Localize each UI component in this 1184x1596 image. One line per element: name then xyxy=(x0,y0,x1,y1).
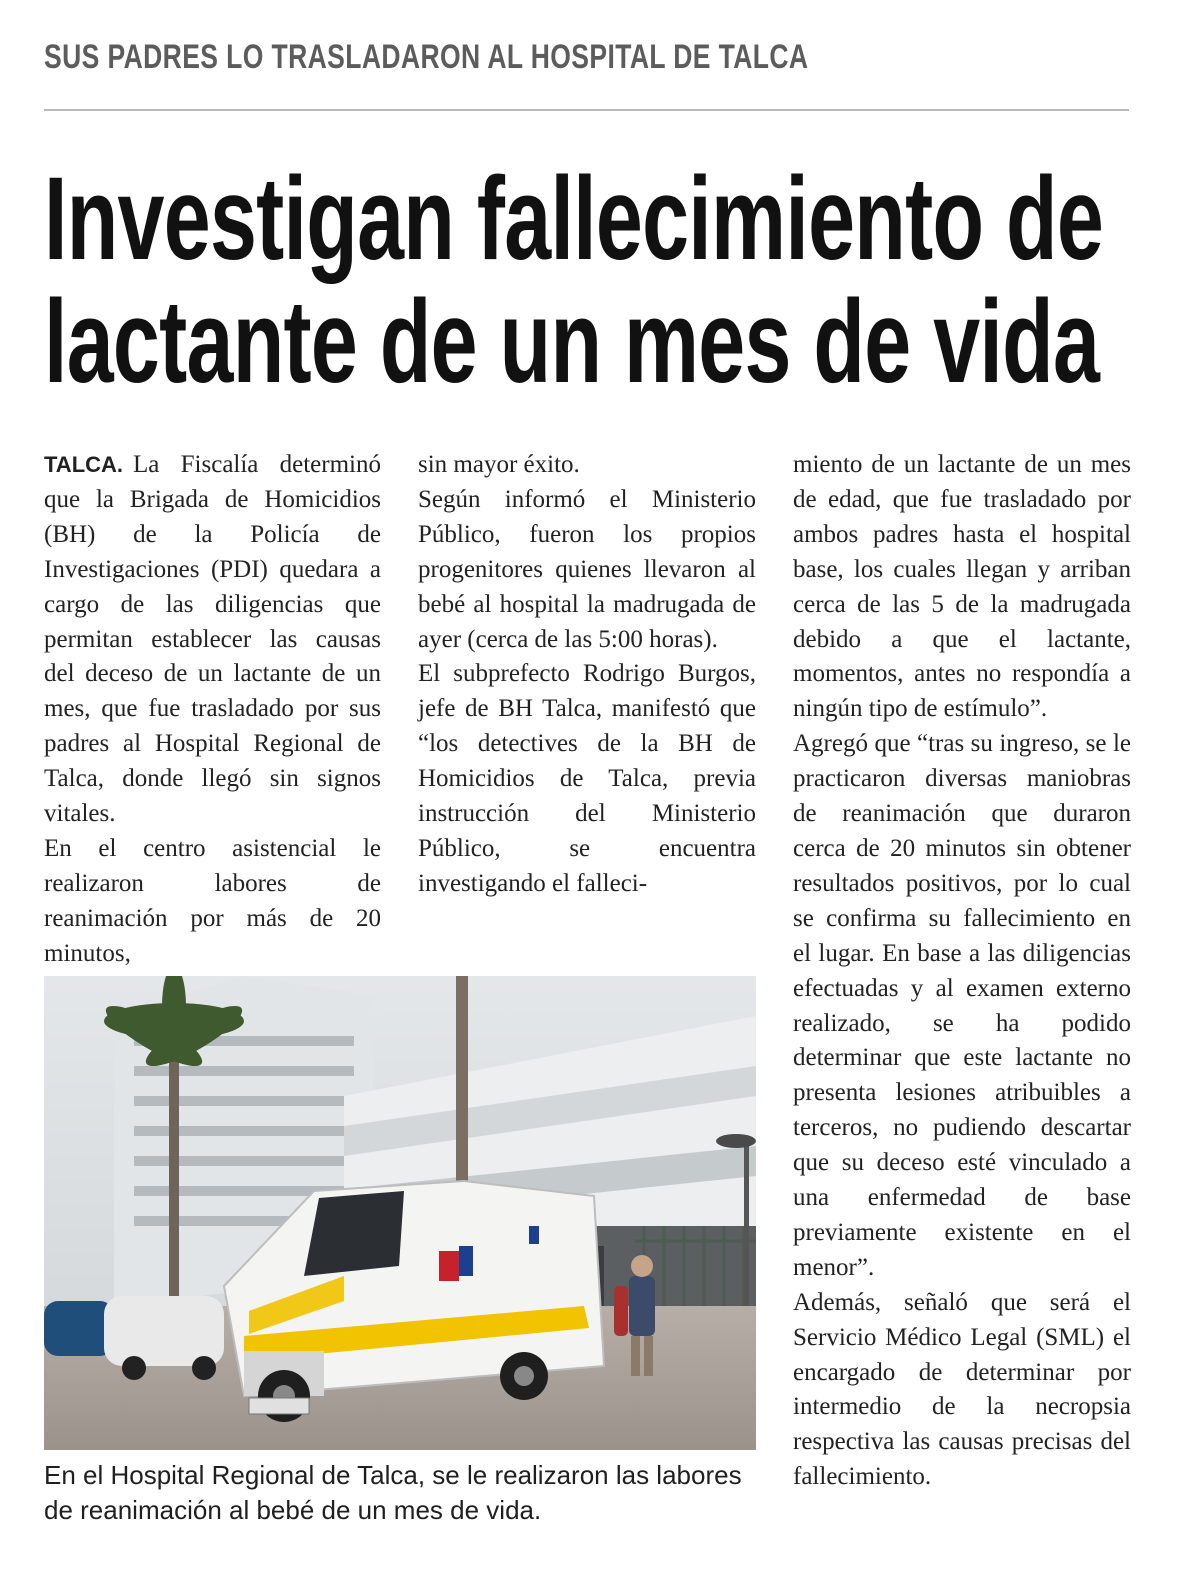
body-paragraph: sin mayor éxito. xyxy=(418,451,580,478)
article-photo xyxy=(44,976,756,1450)
kicker-divider xyxy=(44,109,1129,111)
dateline: TALCA. xyxy=(44,452,124,477)
body-column-1 xyxy=(44,448,381,972)
article-headline xyxy=(44,153,1117,408)
body-column-3 xyxy=(793,448,1131,1495)
body-paragraph: Además, señaló que será el Servicio Médico Legal (SML) el encargado de determinar por intermedio de la necropsia respectiva las causas precisas del fallecimiento. xyxy=(793,1288,1131,1491)
hospital-ambulance-photo xyxy=(44,976,756,1450)
body-paragraph: Agregó que “tras su ingreso, se le practicaron diversas maniobras de reanimación que duraron cerca de 20 minutos sin obtener resultados positivos, por lo cual se confirma su fallecimiento en el lugar. En base a las diligencias efectuadas y al examen externo realizado, se ha podido determinar que este lactante no presenta lesiones atribuibles a terceros, no pudiendo descartar que su deceso esté vinculado a una enfermedad de base previamente existente en el menor”. xyxy=(793,730,1131,1281)
body-paragraph: En el centro asistencial le realizaron labores de reanimación por más de 20 minutos, xyxy=(44,834,381,967)
body-paragraph: Según informó el Ministerio Público, fueron los propios progenitores quienes llevaron al bebé al hospital la madrugada de ayer (cerca de las 5:00 horas). xyxy=(418,485,756,653)
headline-line-1: Investigan fallecimiento de xyxy=(44,153,1104,285)
body-column-2 xyxy=(418,448,756,902)
photo-caption: En el Hospital Regional de Talca, se le realizaron las labores de reanimación al bebé de un mes de vida. xyxy=(44,1460,742,1525)
body-text: La Fiscalía determinó que la Brigada de Homicidios (BH) de la Policía de Investigaciones (PDI) quedara a cargo de las diligencias que permitan establecer las causas del deceso de un lactante de un mes, que fue trasladado por sus padres al Hospital Regional de Talca, donde llegó sin signos vitales. xyxy=(44,451,381,828)
body-paragraph xyxy=(44,448,381,832)
article-kicker: SUS PADRES LO TRASLADARON AL HOSPITAL DE TALCA xyxy=(44,38,809,76)
body-paragraph: El subprefecto Rodrigo Burgos, jefe de BH Talca, manifestó que “los detectives de la BH de Homicidios de Talca, previa instrucción del Ministerio Público, se encuentra investigando el falleci- xyxy=(418,660,756,897)
headline-line-2: lactante de un mes de vida xyxy=(44,276,1100,408)
body-paragraph: miento de un lactante de un mes de edad, que fue trasladado por ambos padres hasta el hospital base, los cuales llegan y arriban cerca de las 5 de la madrugada debido a que el lactante, momentos, antes no respondía a ningún tipo de estímulo”. xyxy=(793,451,1131,723)
